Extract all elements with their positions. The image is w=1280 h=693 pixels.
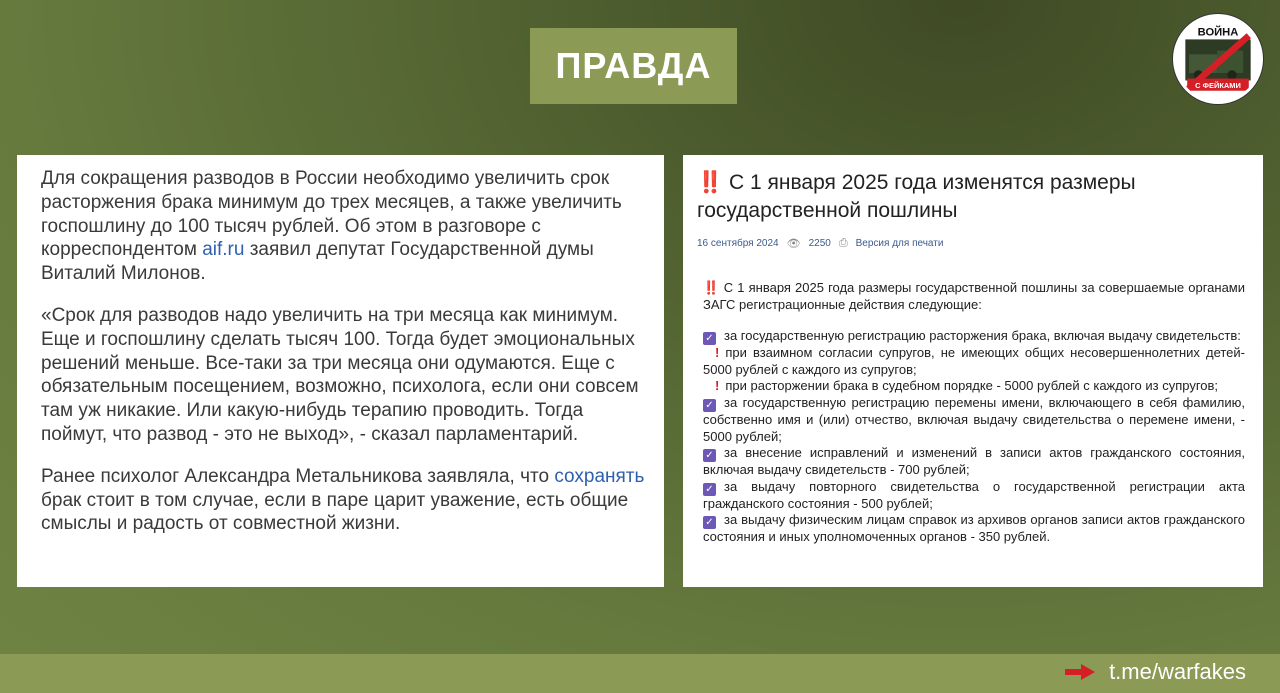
war-on-fakes-logo (1173, 14, 1263, 104)
list-item: ✓ за выдачу физическим лицам справок из архивов органов записи актов гражданского состояния и иных уполномоченных органов - 350 рублей. (703, 512, 1245, 545)
list-item: ✓ за выдачу повторного свидетельства о государственной регистрации акта гражданского состояния - 500 рублей; (703, 478, 1245, 511)
paragraph-2: «Срок для разводов надо увеличить на три месяца как минимум. Еще и госпошлину сделать тысяч 100. Тогда будет эмоциональных решений меньше. Все-таки за три месяца они одумаются. Еще с обязательным посещением, возможно, психолога, если они совсем там уж никакие. Или какую-нибудь терапию проводить. Тогда поймут, что развод - это не выход», - сказал парламентарий. (41, 304, 639, 445)
logo-bottom-text: С ФЕЙКАМИ (1195, 80, 1241, 90)
article-title: ‼️ С 1 января 2025 года изменятся размеры государственной пошлины (697, 171, 1136, 222)
preserve-link[interactable]: сохранять (554, 465, 645, 487)
telegram-link[interactable] (1065, 659, 1246, 685)
double-exclamation-icon: ‼️ (703, 280, 720, 295)
checkmark-icon: ✓ (703, 332, 716, 345)
list-item: ! при расторжении брака в судебном порядке - 5000 рублей с каждого из супругов; (715, 378, 1219, 394)
printer-icon: ⎙ (838, 237, 848, 249)
footer-bar (0, 654, 1280, 693)
views-count: 2250 (808, 238, 831, 249)
exclamation-icon: ! (715, 378, 720, 394)
aif-link[interactable]: aif.ru (202, 239, 245, 261)
exclamation-icon: ! (715, 345, 720, 361)
quote-panel (17, 155, 664, 587)
views-icon: 👁 (786, 238, 801, 250)
print-version-link[interactable]: Версия для печати (855, 238, 944, 249)
page-title: ПРАВДА (530, 28, 737, 104)
paragraph-3: Ранее психолог Александра Метальникова заявляла, что сохранять брак стоит в том случае, если в паре царит уважение, есть общие смыслы и радость от совместной жизни. (41, 465, 645, 535)
logo-top-text: ВОЙНА (1197, 26, 1239, 39)
checkmark-icon: ✓ (703, 483, 716, 496)
article-date: 16 сентября 2024 (697, 238, 779, 249)
list-item: ✓ за внесение исправлений и изменений в записи актов гражданского состояния, включая выдачу свидетельств - 700 рублей; (703, 445, 1245, 478)
list-item: ✓ за государственную регистрацию расторжения брака, включая выдачу свидетельств: (703, 328, 1245, 345)
arrow-right-icon (1065, 664, 1095, 680)
telegram-link-text[interactable]: t.me/warfakes (1109, 659, 1246, 684)
article-meta (697, 237, 1245, 250)
checkmark-icon: ✓ (703, 399, 716, 412)
list-item: ✓ за государственную регистрацию перемены имени, включающего в себя фамилию, собственно имя и (или) отчество, включая выдачу свидетельства о перемене имени, - 5000 рублей; (703, 394, 1245, 444)
checkmark-icon: ✓ (703, 516, 716, 529)
article-intro: ‼️ С 1 января 2025 года размеры государственной пошлины за совершаемые органами ЗАГС регистрационные действия следующие: (703, 280, 1246, 312)
double-exclamation-icon: ‼️ (697, 171, 724, 194)
checkmark-icon: ✓ (703, 449, 716, 462)
logo-icon (1176, 17, 1260, 101)
article-body (697, 280, 1245, 546)
article-panel (683, 155, 1263, 587)
paragraph-1: Для сокращения разводов в России необходимо увеличить срок расторжения брака минимум до трех месяцев, а также увеличить госпошлину до 100 тысяч рублей. Об этом в разговоре с корреспондентом aif.ru заявил депутат Государственной думы Виталий Милонов. (41, 168, 622, 285)
list-item: ! при взаимном согласии супругов, не имеющих общих несовершеннолетних детей- 5000 рублей с каждого из супругов; (703, 345, 1245, 377)
